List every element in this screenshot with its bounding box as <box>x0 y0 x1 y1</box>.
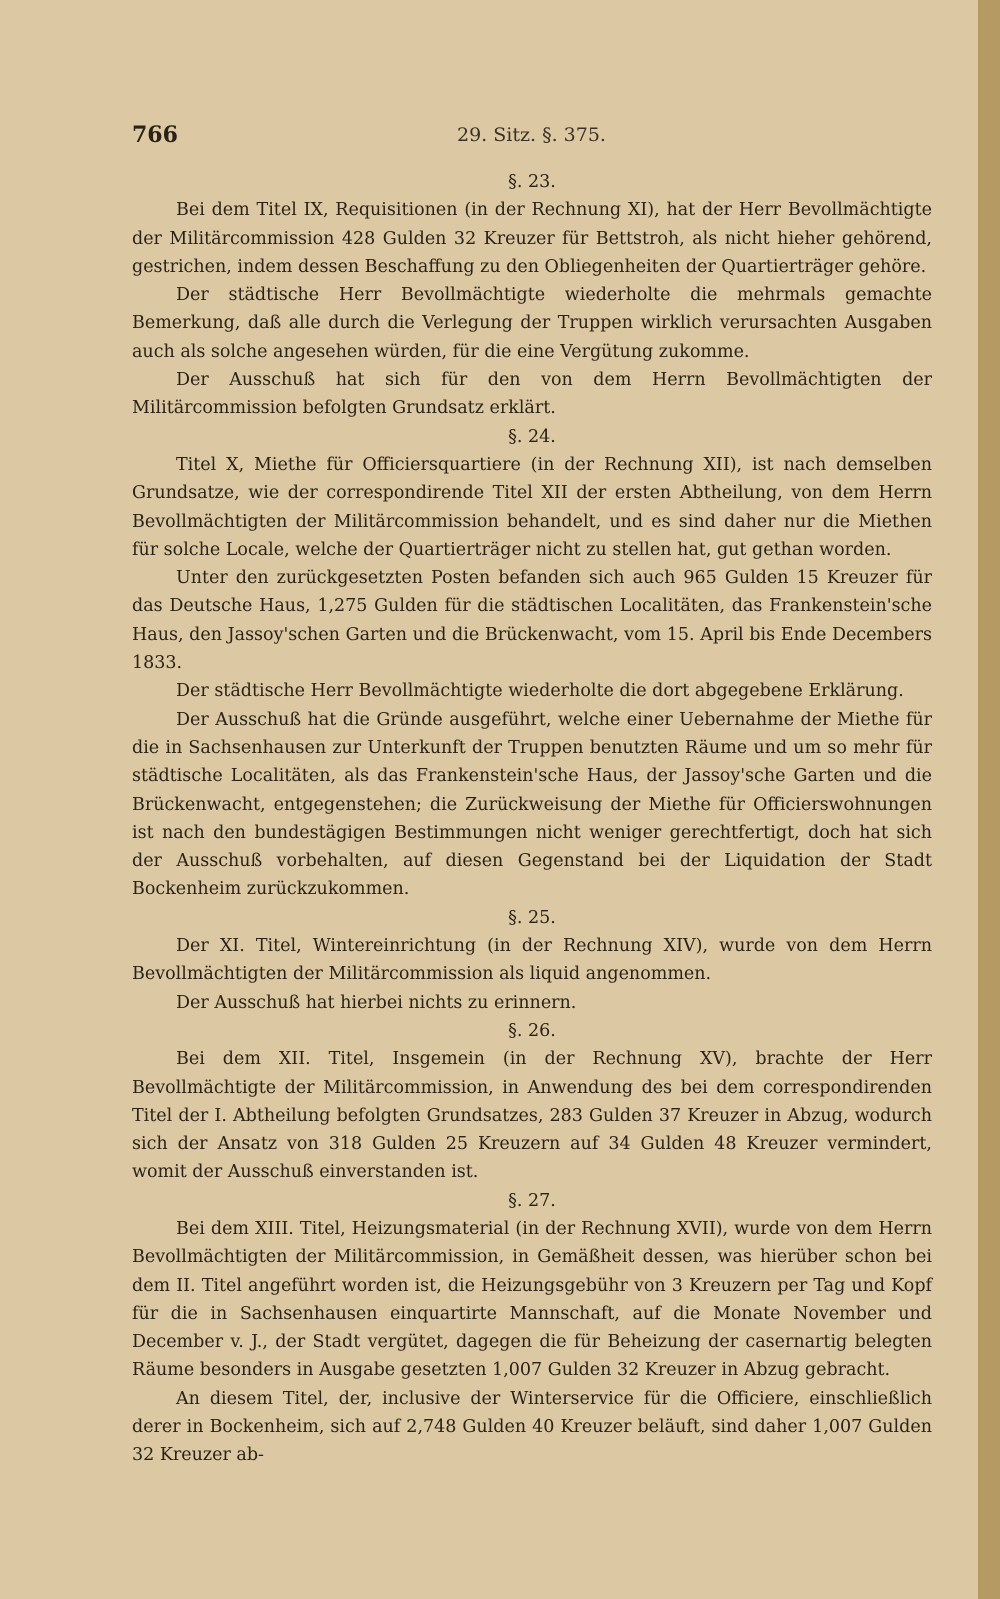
section-25 <box>132 904 932 1017</box>
paragraph: Der Ausschuß hat sich für den von dem Herrn Bevollmächtigten der Militärcommission befolgten Grundsatz erklärt. <box>132 370 932 419</box>
body-text <box>132 168 932 1470</box>
paragraph: Der Ausschuß hat die Gründe ausgeführt, welche einer Uebernahme der Miethe für die in Sachsenhausen zur Unterkunft der Truppen benutzten Räume und um so mehr für städtische Localitäten, als das Frankenstein'sche Haus, der Jassoy'sche Garten und die Brückenwacht, entgegenstehen; die Zurückweisung der Miethe für Officierswohnungen ist nach den bundestägigen Bestimmungen nicht weniger gerechtfertigt, doch hat sich der Ausschuß vorbehalten, auf diesen Gegenstand bei der Liquidation der Stadt Bockenheim zurückzukommen. <box>132 709 932 900</box>
section-number: §. 25. <box>508 907 556 928</box>
page-edge <box>978 0 1000 1599</box>
paragraph: An diesem Titel, der, inclusive der Winterservice für die Officiere, einschließlich derer in Bockenheim, sich auf 2,748 Gulden 40 Kreuzer beläuft, sind daher 1,007 Gulden 32 Kreuzer ab- <box>132 1388 932 1466</box>
paragraph: Titel X, Miethe für Officiersquartiere (in der Rechnung XII), ist nach demselben Grundsatze, wie der correspondirende Titel XII der ersten Abtheilung, von dem Herrn Bevollmächtigten der Militärcommission behandelt, und es sind daher nur die Miethen für solche Locale, welche der Quartierträger nicht zu stellen hat, gut gethan worden. <box>132 454 932 560</box>
section-23 <box>132 168 932 423</box>
paragraph: Der Ausschuß hat hierbei nichts zu erinnern. <box>176 992 577 1013</box>
paragraph: Der städtische Herr Bevollmächtigte wiederholte die mehrmals gemachte Bemerkung, daß alle durch die Verlegung der Truppen wirklich verursachten Ausgaben auch als solche angesehen würden, für die eine Vergütung zukomme. <box>132 285 932 362</box>
page-header <box>132 122 932 162</box>
section-number: §. 24. <box>508 426 556 447</box>
paragraph: Der XI. Titel, Wintereinrichtung (in der Rechnung XIV), wurde von dem Herrn Bevollmächtigten der Militärcommission als liquid angenommen. <box>132 936 932 985</box>
section-27 <box>132 1187 932 1470</box>
paragraph: Bei dem XII. Titel, Insgemein (in der Rechnung XV), brachte der Herr Bevollmächtigte der Militärcommission, in Anwendung des bei dem correspondirenden Titel der I. Abtheilung befolgten Grundsatzes, 283 Gulden 37 Kreuzer in Abzug, wodurch sich der Ansatz von 318 Gulden 25 Kreuzern auf 34 Gulden 48 Kreuzer vermindert, womit der Ausschuß einverstanden ist. <box>132 1049 932 1183</box>
section-number: §. 23. <box>508 172 556 192</box>
section-24 <box>132 423 932 904</box>
section-number: §. 26. <box>508 1020 556 1041</box>
paragraph: Unter den zurückgesetzten Posten befanden sich auch 965 Gulden 15 Kreuzer für das Deutsche Haus, 1,275 Gulden für die städtischen Localitäten, das Frankenstein'sche Haus, den Jassoy'schen Garten und die Brückenwacht, vom 15. April bis Ende Decembers 1833. <box>132 568 932 674</box>
paragraph: Bei dem Titel IX, Requisitionen (in der Rechnung XI), hat der Herr Bevollmächtigte der Militärcommission 428 Gulden 32 Kreuzer für Bettstroh, als nicht hieher gehörend, gestrichen, indem dessen Beschaffung zu den Obliegenheiten der Quartierträger gehöre. <box>132 200 932 277</box>
section-number: §. 27. <box>508 1190 556 1211</box>
paragraph: Der städtische Herr Bevollmächtigte wiederholte die dort abgegebene Erklärung. <box>176 681 904 702</box>
running-head: 29. Sitz. §. 375. <box>457 124 606 146</box>
section-26 <box>132 1017 932 1187</box>
paragraph: Bei dem XIII. Titel, Heizungsmaterial (in der Rechnung XVII), wurde von dem Herrn Bevollmächtigten der Militärcommission, in Gemäßheit dessen, was hierüber schon bei dem II. Titel angeführt worden ist, die Heizungsgebühr von 3 Kreuzern per Tag und Kopf für die in Sachsenhausen einquartirte Mannschaft, auf die Monate November und December v. J., der Stadt vergütet, dagegen die für Beheizung der casernartig belegten Räume besonders in Ausgabe gesetzten 1,007 Gulden 32 Kreuzer in Abzug gebracht. <box>132 1218 932 1381</box>
page-number: 766 <box>132 122 178 148</box>
